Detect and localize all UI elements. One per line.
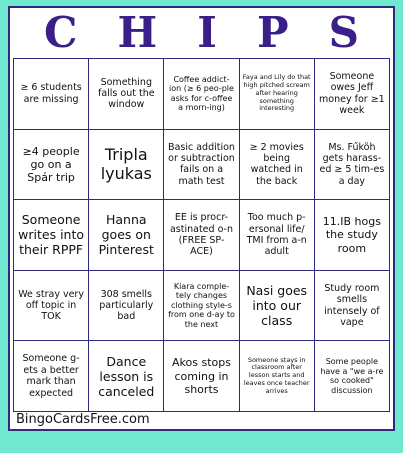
bingo-cell[interactable]: Someone owes Jeff money for ≥1 week: [315, 59, 390, 130]
title-letter-p: P: [256, 8, 289, 57]
bingo-cell[interactable]: 308 smells particularly bad: [89, 271, 164, 342]
bingo-cell[interactable]: ≥4 people go on a Spár trip: [14, 130, 89, 201]
card-title: [10, 8, 393, 58]
site-footer: BingoCardsFree.com: [16, 412, 150, 427]
bingo-cell[interactable]: 11.IB hogs the study room: [315, 200, 390, 271]
bingo-cell[interactable]: Nasi goes into our class: [240, 271, 315, 342]
bingo-cell[interactable]: Someone writes into their RPPF: [14, 200, 89, 271]
bingo-cell[interactable]: We stray very off topic in TOK: [14, 271, 89, 342]
bingo-cell[interactable]: Kiara comple-tely changes clothing style-s from one d-ay to the next: [164, 271, 239, 342]
bingo-cell[interactable]: Someone g-ets a better mark than expected: [14, 341, 89, 412]
bingo-cell[interactable]: Tripla lyukas: [89, 130, 164, 201]
title-letter-c: C: [44, 8, 78, 57]
bingo-cell[interactable]: Study room smells intensely of vape: [315, 271, 390, 342]
bingo-cell[interactable]: ≥ 6 students are missing: [14, 59, 89, 130]
bingo-cell[interactable]: Basic addition or subtraction fails on a math test: [164, 130, 239, 201]
bingo-card: [8, 6, 395, 431]
title-letter-h: H: [117, 8, 158, 57]
bingo-cell[interactable]: Faya and Lily do that high pitched scream after hearing something interesting: [240, 59, 315, 130]
title-letter-i: I: [197, 8, 217, 57]
bingo-cell[interactable]: Akos stops coming in shorts: [164, 341, 239, 412]
bingo-cell[interactable]: Some people have a "we a-re so cooked" discussion: [315, 341, 390, 412]
bingo-cell[interactable]: EE is procr-astinated o-n (FREE SP-ACE): [164, 200, 239, 271]
bingo-cell[interactable]: Something falls out the window: [89, 59, 164, 130]
bingo-grid: [13, 58, 390, 412]
bingo-cell[interactable]: Dance lesson is canceled: [89, 341, 164, 412]
bingo-cell[interactable]: Someone stays in classroom after lesson starts and leaves once teacher arrives: [240, 341, 315, 412]
bingo-cell[interactable]: ≥ 2 movies being watched in the back: [240, 130, 315, 201]
bingo-cell[interactable]: Ms. Fűköh gets harass-ed ≥ 5 tim-es a day: [315, 130, 390, 201]
bingo-cell[interactable]: Too much p-ersonal life/ TMI from a-n adult: [240, 200, 315, 271]
bingo-cell[interactable]: Coffee addict-ion (≥ 6 peo-ple asks for c-offee a morn-ing): [164, 59, 239, 130]
bingo-cell[interactable]: Hanna goes on Pinterest: [89, 200, 164, 271]
title-letter-s: S: [328, 8, 359, 57]
